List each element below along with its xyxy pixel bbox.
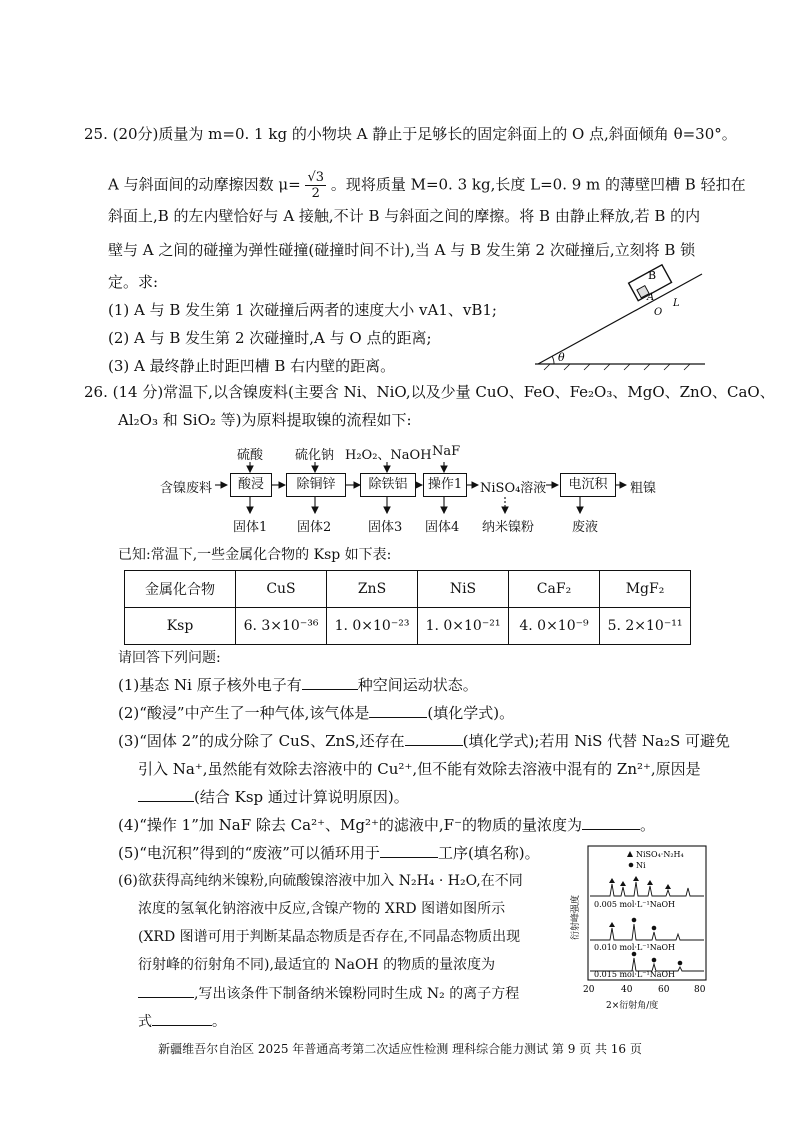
xrd-ylabel: 衍射峰强度: [571, 894, 581, 940]
incline-figure: [530, 262, 710, 372]
xrd-trace-1: [590, 882, 704, 896]
answer-blank[interactable]: [405, 731, 463, 746]
xrd-xlabel: 2×衍射角/度: [606, 1001, 659, 1011]
legend-dot-icon: [629, 863, 634, 868]
ksp-value-cell: 1. 0×10⁻²¹: [418, 608, 509, 645]
step-acid-leach: 酸浸: [230, 473, 272, 497]
mu-numerator: √3: [307, 170, 325, 185]
q25-line3: 斜面上,B 的左内壁恰好与 A 接触,不计 B 与斜面之间的摩擦。将 B 由静止释放,若 B 的内: [108, 207, 701, 225]
label-b: B: [648, 269, 657, 282]
mu-denominator: 2: [311, 186, 320, 201]
ksp-header-row: [125, 571, 691, 608]
s5-text-a: (5)“电沉积”得到的“废液”可以循环用于: [118, 844, 380, 862]
flow-end: 粗镍: [630, 481, 657, 496]
q25-line2: [108, 170, 746, 201]
ksp-value-cell: 6. 3×10⁻³⁶: [236, 608, 327, 645]
q25-line2-pre: A 与斜面间的动摩擦因数 μ=: [108, 175, 301, 194]
xrd-xtick: 20: [583, 985, 595, 995]
s5-text-b: 工序(填名称)。: [437, 844, 540, 862]
answer-blank[interactable]: [152, 1011, 212, 1026]
s6-text-6: 式: [138, 1014, 152, 1030]
s4: [118, 815, 655, 835]
s3-line3: [138, 787, 409, 807]
peak-marker-triangle-icon: [647, 880, 653, 885]
answer-blank[interactable]: [369, 703, 427, 718]
ksp-value-cell: 4. 0×10⁻⁹: [509, 608, 600, 645]
solid-1: 固体1: [233, 520, 268, 535]
label-a: A: [647, 292, 655, 303]
s2: [118, 703, 514, 723]
s2-text-a: (2)“酸浸”中产生了一种气体,该气体是: [118, 704, 370, 722]
peak-marker-triangle-icon: [665, 884, 671, 889]
ksp-value-cell: 5. 2×10⁻¹¹: [600, 608, 691, 645]
answer-blank[interactable]: [582, 815, 640, 830]
s2-text-b: (填化学式)。: [427, 704, 515, 722]
peak-marker-triangle-icon: [609, 922, 615, 927]
s6-text-6b: 。: [212, 1014, 226, 1030]
reagent-h2o2-naoh: H₂O₂、NaOH: [345, 448, 432, 463]
solid-3: 固体3: [368, 520, 403, 535]
peak-marker-triangle-icon: [609, 878, 615, 883]
ksp-header-cell: 金属化合物: [125, 571, 236, 608]
xrd-chart: [566, 840, 716, 1025]
xrd-trace-2: [590, 924, 704, 940]
known-text: 已知:常温下,一些金属化合物的 Ksp 如下表:: [118, 547, 392, 563]
s3-text-b: (填化学式);若用 NiS 代替 Na₂S 可避免: [462, 732, 731, 750]
s1-text-b: 种空间运动状态。: [357, 676, 478, 694]
answer-prompt: 请回答下列问题:: [118, 650, 221, 666]
step-remove-cu-zn: 除铜锌: [286, 473, 346, 497]
ksp-header-cell: CaF₂: [509, 571, 600, 608]
q25-sub2: (2) A 与 B 发生第 2 次碰撞时,A 与 O 点的距离;: [108, 329, 432, 347]
reagent-sulfuric-acid: 硫酸: [237, 448, 264, 463]
peak-marker-dot-icon: [652, 958, 657, 963]
peak-marker-dot-icon: [678, 961, 683, 966]
q25-sub3: (3) A 最终静止时距凹槽 B 右内壁的距离。: [108, 357, 396, 375]
ksp-header-cell: MgF₂: [600, 571, 691, 608]
flow-start: 含镍废料: [160, 481, 213, 496]
s3: [118, 731, 730, 751]
s3-line2: 引入 Na⁺,虽然能有效除去溶液中的 Cu²⁺,但不能有效除去溶液中混有的 Zn²⁺,原因是: [138, 760, 701, 778]
s6-line1: (6)欲获得高纯纳米镍粉,向硫酸镍溶液中加入 N₂H₄ · H₂O,在不同: [118, 873, 523, 889]
s3-text-d: (结合 Ksp 通过计算说明原因)。: [194, 788, 409, 806]
ksp-header-cell: NiS: [418, 571, 509, 608]
ksp-table: [124, 570, 691, 645]
label-o: O: [654, 307, 663, 318]
s6-line6: [138, 1011, 226, 1032]
q25-line1: 25. (20分)质量为 m=0. 1 kg 的小物块 A 静止于足够长的固定斜面上的 O 点,斜面倾角 θ=30°。: [84, 125, 737, 143]
theta-label: θ: [558, 351, 565, 364]
ground-hatch: [544, 364, 690, 370]
step-remove-fe-al: 除铁铝: [360, 473, 416, 497]
solid-2: 固体2: [297, 520, 332, 535]
s1: [118, 675, 478, 695]
ksp-value-row: [125, 608, 691, 645]
nano-nickel: 纳米镍粉: [482, 520, 535, 535]
xrd-trace-label-3: 0.015 mol·L⁻¹NaOH: [594, 970, 675, 979]
s4-text-b: 。: [640, 816, 656, 834]
xrd-legend-2: Ni: [636, 861, 646, 870]
reagent-naf: NaF: [432, 444, 461, 459]
ksp-value-cell: 1. 0×10⁻²³: [327, 608, 418, 645]
q25-line5: 定。求:: [108, 273, 159, 291]
page-footer: 新疆维吾尔自治区 2025 年普通高考第二次适应性检测 理科综合能力测试 第 9 页 共 16 页: [158, 1042, 642, 1056]
xrd-trace-label-1: 0.005 mol·L⁻¹NaOH: [594, 900, 675, 909]
q25-line4: 壁与 A 之间的碰撞为弹性碰撞(碰撞时间不计),当 A 与 B 发生第 2 次碰撞后,立刻将 B 锁: [108, 241, 696, 259]
answer-blank[interactable]: [302, 675, 358, 690]
peak-marker-dot-icon: [652, 926, 657, 931]
q25-line2-post: 。现将质量 M=0. 3 kg,长度 L=0. 9 m 的薄壁凹槽 B 轻扣在: [330, 175, 746, 194]
answer-blank[interactable]: [138, 787, 194, 802]
waste-liquid: 废液: [572, 520, 599, 535]
angle-arc: [552, 356, 554, 364]
xrd-xtick: 80: [694, 985, 706, 995]
xrd-xtick: 40: [621, 985, 633, 995]
flow-middle: NiSO₄溶液: [480, 481, 547, 496]
peak-marker-dot-icon: [632, 918, 637, 923]
s4-text-a: (4)“操作 1”加 NaF 除去 Ca²⁺、Mg²⁺的滤液中,F⁻的物质的量浓度为: [118, 816, 583, 834]
xrd-legend-1: NiSO₄·N₂H₄: [636, 850, 684, 859]
q26-line1: 26. (14 分)常温下,以含镍废料(主要含 Ni、NiO,以及少量 CuO、FeO、Fe₂O₃、MgO、ZnO、CaO、: [84, 383, 775, 401]
ksp-value-cell: Ksp: [125, 608, 236, 645]
xrd-plot-frame: [588, 846, 706, 980]
ksp-header-cell: CuS: [236, 571, 327, 608]
answer-blank[interactable]: [138, 983, 194, 998]
s6-line3: (XRD 图谱可用于判断某晶态物质是否存在,不同晶态物质出现: [138, 929, 521, 945]
peak-marker-dot-icon: [632, 952, 637, 957]
mu-fraction: [305, 170, 326, 201]
peak-marker-triangle-icon: [633, 876, 639, 881]
xrd-trace-label-2: 0.010 mol·L⁻¹NaOH: [594, 943, 675, 952]
s1-text-a: (1)基态 Ni 原子核外电子有: [118, 676, 302, 694]
q26-line2: Al₂O₃ 和 SiO₂ 等)为原料提取镍的流程如下:: [118, 411, 412, 429]
q25-sub1: (1) A 与 B 发生第 1 次碰撞后两者的速度大小 vA1、vB1;: [108, 301, 497, 319]
peak-marker-triangle-icon: [620, 881, 626, 886]
solid-4: 固体4: [425, 520, 460, 535]
answer-blank[interactable]: [380, 843, 438, 858]
label-l: L: [673, 298, 680, 309]
step-electrodeposit: 电沉积: [560, 473, 616, 497]
s6-line5: [138, 983, 519, 1004]
step-operation-1: 操作1: [423, 473, 467, 497]
s3-text-a: (3)“固体 2”的成分除了 CuS、ZnS,还存在: [118, 732, 405, 750]
s6-line2: 浓度的氢氧化钠溶液中反应,含镍产物的 XRD 图谱如图所示: [138, 901, 506, 917]
ksp-header-cell: ZnS: [327, 571, 418, 608]
legend-triangle-icon: [627, 851, 633, 857]
xrd-xtick: 60: [658, 985, 670, 995]
reagent-sodium-sulfide: 硫化钠: [295, 448, 335, 463]
s5: [118, 843, 540, 863]
s6-line4: 衍射峰的衍射角不同),最适宜的 NaOH 的物质的量浓度为: [138, 957, 496, 973]
s6-text-5: ,写出该条件下制备纳米镍粉同时生成 N₂ 的离子方程: [194, 986, 520, 1002]
